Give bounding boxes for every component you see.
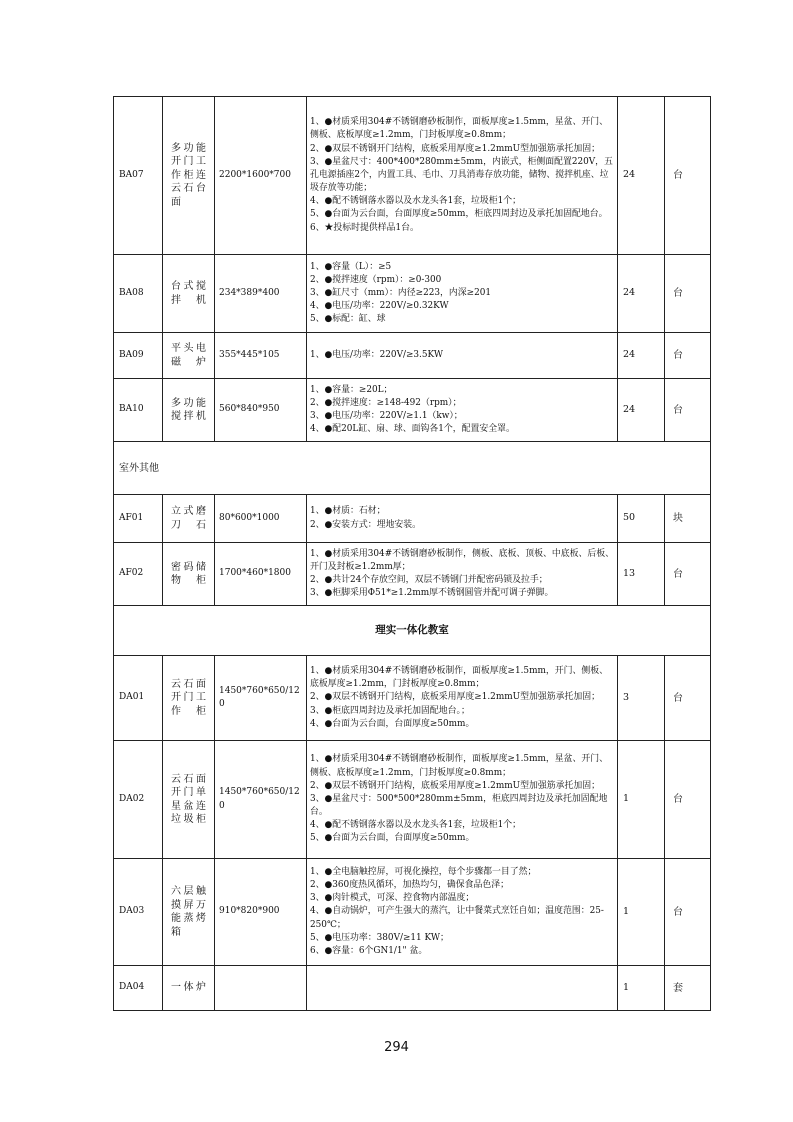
spec-table-sheet (113, 96, 710, 1011)
table-row (114, 255, 711, 333)
description-line: 5、●台面为云台面，台面厚度≥50mm，柜底四周封边及承托加固配地台。 (310, 209, 608, 220)
item-description (307, 97, 618, 255)
item-description (307, 255, 618, 333)
table-row (114, 97, 711, 255)
item-code: DA02 (114, 741, 163, 859)
description-line: 1、●材质采用304#不锈钢磨砂板制作，侧板、底板、顶板、中底板、后板、开门及封板≥1.2mm厚； (310, 548, 615, 572)
description-line: 6、●容量：6个GN1/1" 盆。 (310, 945, 428, 956)
description-line: 4、●配20L缸、扇、球、面钩各1个，配置安全罩。 (310, 424, 515, 435)
item-spec: 1450*760*650/120 (215, 656, 307, 741)
description-line: 3、●柜脚采用Φ51*≥1.2mm厚不锈钢圆管并配可调子弹脚。 (310, 588, 554, 599)
description-line: 1、●材质采用304#不锈钢磨砂板制作，面板厚度≥1.5mm，星盆、开门、侧板、底板厚度≥1.2mm，门封板厚度≥0.8mm； (310, 754, 609, 778)
item-spec: 910*820*900 (215, 859, 307, 966)
item-code: DA01 (114, 656, 163, 741)
table-row (114, 966, 711, 1011)
item-quantity: 24 (618, 333, 665, 379)
table-row (114, 379, 711, 442)
description-line: 4、●电压/功率：220V/≥0.32KW (310, 301, 449, 312)
description-line: 1、●容量（L）：≥5 (310, 261, 392, 272)
item-spec: 2200*1600*700 (215, 97, 307, 255)
description-line: 2、●双层不锈钢开门结构，底板采用厚度≥1.2mmU型加强筋承托加固； (310, 780, 600, 791)
equipment-spec-table (113, 96, 711, 1011)
item-unit: 台 (665, 255, 711, 333)
item-code: BA09 (114, 333, 163, 379)
description-line: 3、●星盆尺寸：500*500*280mm±5mm，柜底四周封边及承托加固配地台。 (310, 793, 608, 818)
table-row (114, 333, 711, 379)
item-quantity: 1 (618, 966, 665, 1011)
description-line: 3、●缸尺寸（mm）：内径≥223，内深≥201 (310, 287, 492, 298)
description-line: 1、●材质采用304#不锈钢磨砂板制作，面板厚度≥1.5mm，开门、侧板、底板厚度≥1.2mm，门封板厚度≥0.8mm； (310, 666, 609, 690)
item-code: AF01 (114, 495, 163, 543)
description-line: 2、●共计24个存放空间，双层不锈钢门并配密码锁及拉手； (310, 575, 548, 585)
item-name: 云石面开门工作柜 (163, 656, 215, 741)
item-name: 云石面开门单星盆连垃圾柜 (163, 741, 215, 859)
description-line: 3、●柜底四周封边及承托加固配地台。； (310, 705, 470, 716)
table-row (114, 859, 711, 966)
page-number: 294 (384, 1040, 409, 1055)
item-spec: 560*840*950 (215, 379, 307, 442)
item-unit: 台 (665, 741, 711, 859)
item-unit: 台 (665, 859, 711, 966)
description-line: 2、●搅拌速度：≥148-492（rpm）； (310, 397, 462, 408)
description-line: 5、●台面为云台面，台面厚度≥50mm。 (310, 833, 475, 844)
item-quantity: 24 (618, 255, 665, 333)
item-description (307, 741, 618, 859)
item-quantity: 1 (618, 859, 665, 966)
description-line: 1、●容量：≥20L； (310, 384, 393, 395)
description-line: 1、●全电脑触控屏，可视化操控，每个步骤都一目了然； (310, 866, 537, 877)
item-code: BA07 (114, 97, 163, 255)
item-unit: 块 (665, 495, 711, 543)
table-body (114, 97, 711, 1011)
item-name: 多功能开门工作柜连云石台面 (163, 97, 215, 255)
section-row (114, 442, 711, 495)
item-quantity: 50 (618, 495, 665, 543)
item-unit: 台 (665, 97, 711, 255)
description-line: 2、●双层不锈钢开门结构，底板采用厚度≥1.2mmU型加强筋承托加固； (310, 692, 600, 703)
description-line: 3、●电压/功率：220V/≥1.1（kw）； (310, 411, 463, 421)
item-unit: 套 (665, 966, 711, 1011)
description-line: 1、●电压/功率：220V/≥3.5KW (310, 349, 443, 360)
item-code: DA04 (114, 966, 163, 1011)
item-spec: 1450*760*650/120 (215, 741, 307, 859)
item-code: BA08 (114, 255, 163, 333)
item-unit: 台 (665, 379, 711, 442)
item-spec: 355*445*105 (215, 333, 307, 379)
item-description (307, 656, 618, 741)
item-description (307, 966, 618, 1011)
item-quantity: 24 (618, 379, 665, 442)
item-description (307, 333, 618, 379)
item-code: DA03 (114, 859, 163, 966)
description-line: 1、●材质：石材； (310, 506, 386, 517)
item-spec (215, 966, 307, 1011)
item-code: AF02 (114, 543, 163, 606)
heading-row (114, 606, 711, 656)
item-name: 台式搅拌机 (163, 255, 215, 333)
table-row (114, 656, 711, 741)
item-quantity: 13 (618, 543, 665, 606)
description-line: 3、●肉针模式，可深、控食物内部温度； (310, 893, 475, 904)
table-row (114, 543, 711, 606)
description-line: 4、●配不锈钢落水器以及水龙头各1套，垃圾柜1个； (310, 820, 522, 831)
section-label: 室外其他 (114, 442, 711, 495)
description-line: 4、●配不锈钢落水器以及水龙头各1套，垃圾柜1个； (310, 196, 522, 207)
item-name: 平头电磁炉 (163, 333, 215, 379)
item-code: BA10 (114, 379, 163, 442)
description-line: 2、●安装方式：埋地安装。 (310, 519, 422, 530)
item-unit: 台 (665, 333, 711, 379)
item-quantity: 3 (618, 656, 665, 741)
item-spec: 80*600*1000 (215, 495, 307, 543)
item-description (307, 859, 618, 966)
section-heading: 理实一体化教室 (114, 606, 711, 656)
table-row (114, 495, 711, 543)
item-description (307, 495, 618, 543)
description-line: 4、●台面为云台面，台面厚度≥50mm。 (310, 718, 475, 729)
description-line: 3、●星盆尺寸：400*400*280mm±5mm，内嵌式，柜侧面配置220V，五孔电源插座2个，内置工具、毛巾、刀具消毒存放功能，储物、搅拌机座、垃圾存放等功能； (310, 156, 613, 194)
item-name: 多功能搅拌机 (163, 379, 215, 442)
description-line: 2、●双层不锈钢开门结构，底板采用厚度≥1.2mmU型加强筋承托加固； (310, 143, 600, 154)
description-line: 4、●自动锅炉，可产生强大的蒸汽，让中餐菜式烹饪自如；温度范围：25-250℃； (310, 906, 604, 930)
description-line: 5、●标配：缸、球 (310, 314, 386, 325)
description-line: 6、★投标时提供样品1台。 (310, 222, 419, 233)
description-line: 5、●电压功率：380V/≥11 KW； (310, 932, 449, 943)
item-unit: 台 (665, 543, 711, 606)
table-row (114, 741, 711, 859)
description-line: 2、●搅拌速度（rpm）：≥0-300 (310, 274, 442, 285)
item-name: 一体炉 (163, 966, 215, 1011)
item-unit: 台 (665, 656, 711, 741)
description-line: 2、●360度热风循环，加热均匀，确保食品色泽； (310, 880, 509, 891)
item-spec: 234*389*400 (215, 255, 307, 333)
item-quantity: 24 (618, 97, 665, 255)
item-name: 六层触摸屏万能蒸烤箱 (163, 859, 215, 966)
item-name: 立式磨刀石 (163, 495, 215, 543)
item-description (307, 379, 618, 442)
description-line: 1、●材质采用304#不锈钢磨砂板制作，面板厚度≥1.5mm，星盆、开门、侧板、底板厚度≥1.2mm，门封板厚度≥0.8mm； (310, 117, 609, 141)
item-description (307, 543, 618, 606)
item-quantity: 1 (618, 741, 665, 859)
item-name: 密码储物柜 (163, 543, 215, 606)
item-spec: 1700*460*1800 (215, 543, 307, 606)
